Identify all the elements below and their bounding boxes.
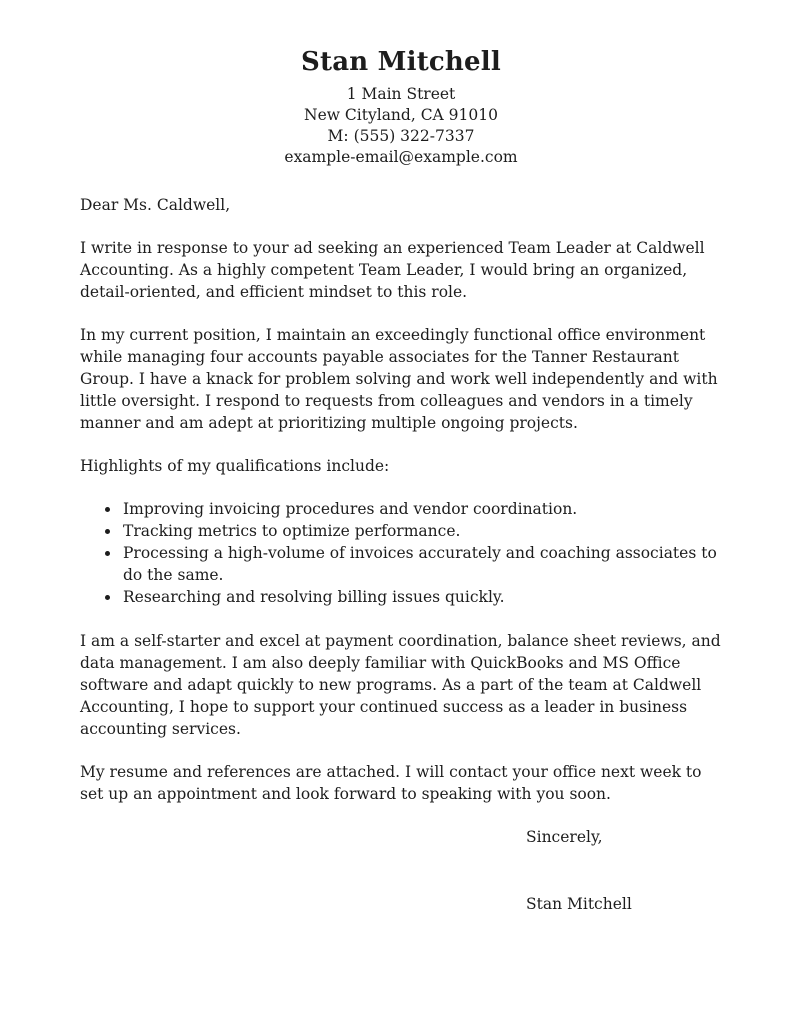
applicant-name: Stan Mitchell xyxy=(301,47,501,77)
highlights-list xyxy=(80,498,722,608)
email-line: example-email@example.com xyxy=(284,148,518,166)
address-line-1: 1 Main Street xyxy=(346,85,456,103)
signature-name: Stan Mitchell xyxy=(526,895,632,913)
signoff: Sincerely, xyxy=(526,828,603,846)
highlight-item: • Researching and resolving billing issues quickly. xyxy=(121,586,722,608)
highlight-item: • Processing a high-volume of invoices accurately and coaching associates to do the same. xyxy=(121,542,722,586)
paragraph-skills: I am a self-starter and excel at payment coordination, balance sheet reviews, and data management. I am also deeply familiar with QuickBooks and MS Office software and adapt quickly to new programs. As a part of the team at Caldwell Accounting, I hope to support your continued success as a leader in business accounting services. xyxy=(80,632,721,738)
phone-line: M: (555) 322-7337 xyxy=(327,127,475,145)
paragraph-followup: My resume and references are attached. I will contact your office next week to set up an appointment and look forward to speaking with you soon. xyxy=(80,763,702,803)
highlight-item: • Improving invoicing procedures and vendor coordination. xyxy=(121,498,722,520)
salutation: Dear Ms. Caldwell, xyxy=(80,196,231,214)
highlight-item: • Tracking metrics to optimize performance. xyxy=(121,520,722,542)
address-line-2: New Cityland, CA 91010 xyxy=(304,106,498,124)
highlights-intro: Highlights of my qualifications include: xyxy=(80,457,390,475)
paragraph-current-position: In my current position, I maintain an exceedingly functional office environment while managing four accounts payable associates for the Tanner Restaurant Group. I have a knack for problem solving and work well independently and with little oversight. I respond to requests from colleagues and vendors in a timely manner and am adept at prioritizing multiple ongoing projects. xyxy=(80,326,718,432)
signature-block xyxy=(526,826,722,915)
paragraph-intro: I write in response to your ad seeking an experienced Team Leader at Caldwell Accounting. As a highly competent Team Leader, I would bring an organized, detail-oriented, and efficient mindset to this role. xyxy=(80,239,705,301)
letter-header xyxy=(80,46,722,168)
letter-body xyxy=(80,194,722,915)
